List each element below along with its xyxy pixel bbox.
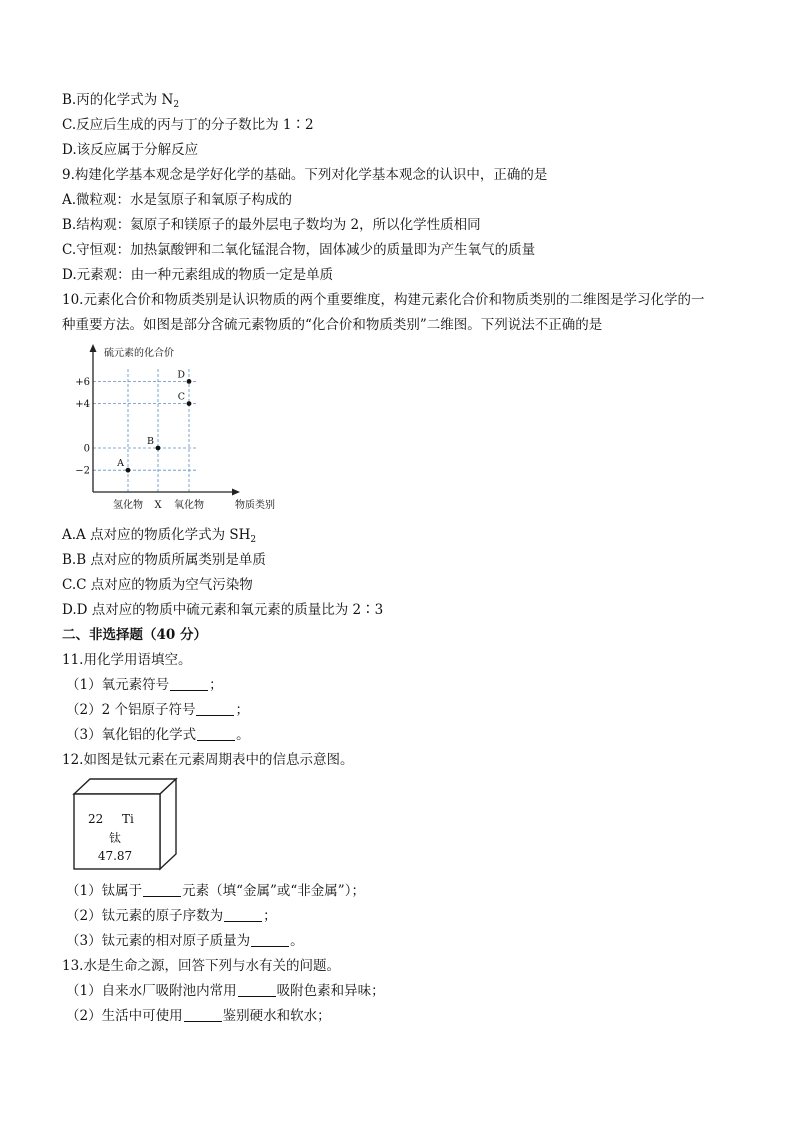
atomic-number: 22 [88, 812, 104, 826]
option-9b: B.结构观：氦原子和镁原子的最外层电子数均为 2，所以化学性质相同 [62, 217, 481, 233]
answer-blank [197, 728, 235, 741]
y-axis-arrow [90, 344, 97, 352]
option-8b: B.丙的化学式为 $N_2$ [62, 92, 180, 110]
question-12-1: （1）钛属于 元素（填“金属”或“非金属”）； [66, 883, 365, 899]
option-10b: B.B 点对应的物质所属类别是单质 [62, 552, 266, 568]
question-11-1: （1）氧元素符号 ； [66, 677, 223, 693]
answer-blank [224, 909, 262, 922]
point-C [187, 401, 192, 406]
y-tick-label: +4 [75, 399, 90, 411]
answer-blank [143, 884, 181, 897]
element-name: 钛 [108, 831, 122, 845]
chart-grid [93, 368, 196, 492]
option-8c: C.反应后生成的丙与丁的分子数比为 1∶2 [62, 117, 314, 133]
option-9a: A.微粒观：水是氢原子和氧原子构成的 [62, 192, 293, 208]
question-12-2: （2）钛元素的原子序数为 ； [66, 908, 277, 924]
y-tick-label: −2 [75, 465, 90, 477]
element-symbol: Ti [122, 812, 134, 826]
question-10-line1: 10.元素化合价和物质类别是认识物质的两个重要维度，构建元素化合价和物质类别的二维图是学习化学的一 [62, 292, 705, 308]
chart-points [116, 369, 191, 472]
x-axis-label: 物质类别 [235, 500, 275, 511]
question-11-2: （2）2 个铝原子符号 ； [66, 702, 249, 718]
answer-blank [170, 678, 208, 691]
option-8d: D.该反应属于分解反应 [62, 142, 199, 158]
point-D [187, 379, 192, 384]
card-top-face [74, 779, 176, 794]
y-tick-labels [75, 377, 90, 477]
answer-blank [184, 1009, 222, 1022]
point-B [156, 446, 161, 451]
point-A [126, 468, 131, 473]
element-card [70, 776, 182, 872]
question-12: 12.如图是钛元素在元素周期表中的信息示意图。 [62, 752, 354, 768]
question-11-3: （3）氧化铝的化学式 。 [66, 727, 250, 743]
point-label-C: C [177, 391, 185, 403]
answer-blank [238, 984, 276, 997]
option-9d: D.元素观：由一种元素组成的物质一定是单质 [62, 267, 334, 283]
y-axis-label: 硫元素的化合价 [104, 348, 174, 359]
atomic-mass: 47.87 [97, 849, 133, 863]
x-tick-label: X [154, 500, 162, 511]
question-13-2: （2）生活中可使用 鉴别硬水和软水； [66, 1008, 331, 1024]
option-9c: C.守恒观：加热氯酸钾和二氧化锰混合物，固体减少的质量即为产生氧气的质量 [62, 242, 536, 258]
answer-blank [251, 934, 289, 947]
valence-chart [68, 340, 275, 515]
point-label-B: B [147, 436, 154, 447]
card-side-face [160, 779, 176, 869]
question-11: 11.用化学用语填空。 [62, 652, 192, 668]
question-12-3: （3）钛元素的相对原子质量为 。 [66, 933, 304, 949]
x-tick-label: 氢化物 [113, 500, 143, 511]
section-heading: 二、非选择题（40 分） [62, 627, 207, 643]
question-10-line2: 种重要方法。如图是部分含硫元素物质的“化合价和物质类别”二维图。下列说法不正确的是 [62, 317, 603, 333]
option-10c: C.C 点对应的物质为空气污染物 [62, 577, 253, 593]
point-label-D: D [177, 369, 185, 381]
option-10d: D.D 点对应的物质中硫元素和氧元素的质量比为 2∶3 [62, 602, 384, 618]
point-label-A: A [117, 458, 124, 470]
question-13-1: （1）自来水厂吸附池内常用 吸附色素和异味； [66, 983, 385, 999]
option-10a: A.A 点对应的物质化学式为 $SH_2$ [62, 527, 257, 545]
x-tick-labels [113, 498, 204, 511]
question-9: 9.构建化学基本观念是学好化学的基础。下列对化学基本观念的认识中，正确的是 [62, 167, 548, 183]
answer-blank [196, 703, 234, 716]
x-axis-arrow [232, 489, 240, 496]
y-tick-label: +6 [75, 376, 90, 388]
y-tick-label: 0 [83, 443, 90, 455]
x-tick-label: 氧化物 [174, 500, 204, 511]
question-13: 13.水是生命之源，回答下列与水有关的问题。 [62, 958, 340, 974]
